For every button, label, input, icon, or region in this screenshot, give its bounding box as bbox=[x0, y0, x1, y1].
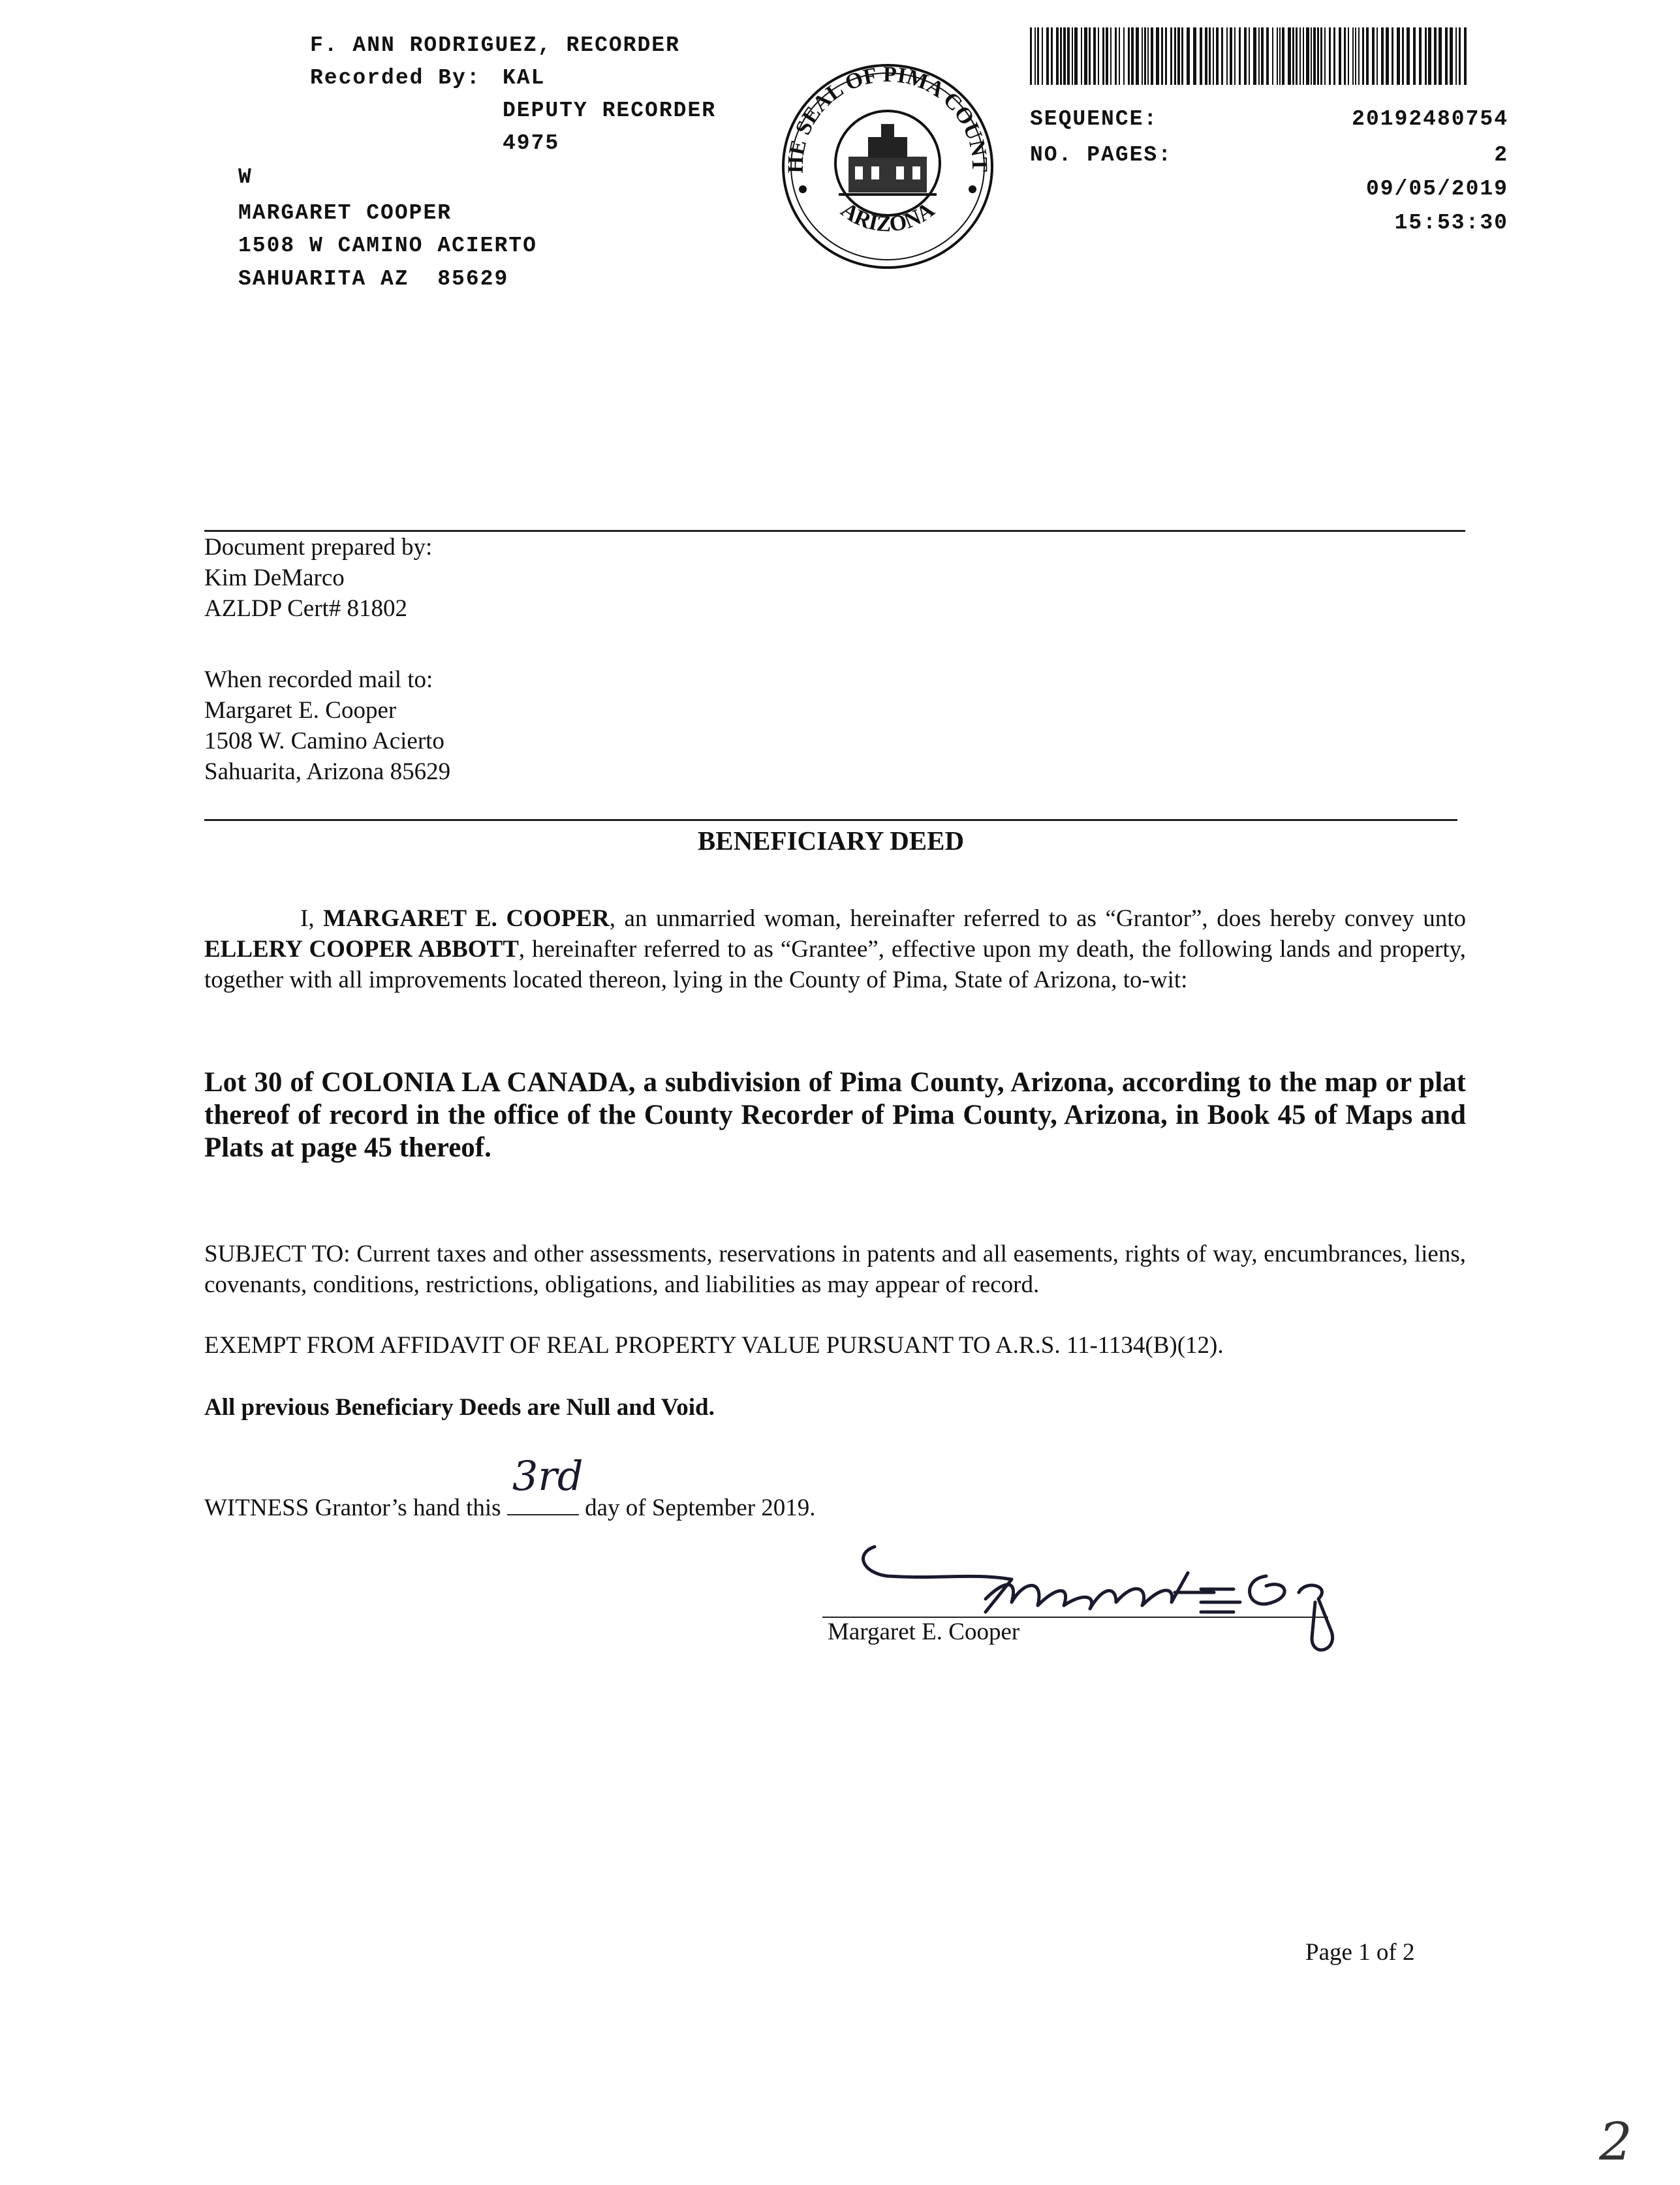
mail-to-name: Margaret E. Cooper bbox=[204, 697, 397, 724]
barcode-bar bbox=[1128, 27, 1130, 85]
sequence-value: 20192480754 bbox=[1352, 107, 1508, 131]
barcode-bar bbox=[1277, 27, 1278, 85]
barcode-bar bbox=[1084, 27, 1087, 85]
barcode-bar bbox=[1397, 27, 1400, 85]
barcode-bar bbox=[1279, 27, 1281, 85]
barcode-bar bbox=[1170, 27, 1172, 85]
seal-icon bbox=[777, 59, 999, 274]
barcode-bar bbox=[1459, 27, 1461, 85]
return-name: MARGARET COOPER bbox=[238, 201, 452, 225]
signer-name: Margaret E. Cooper bbox=[828, 1619, 1020, 1645]
barcode-bar bbox=[1344, 27, 1346, 85]
barcode-bar bbox=[1266, 27, 1269, 85]
barcode-bar bbox=[1156, 27, 1159, 85]
barcode-bar bbox=[1253, 27, 1256, 85]
barcode-bar bbox=[1355, 27, 1356, 85]
barcode-bar bbox=[1299, 27, 1301, 85]
barcode-bar bbox=[1455, 27, 1457, 85]
barcode-bar bbox=[1067, 27, 1070, 85]
title-divider bbox=[204, 819, 1457, 821]
recording-date: 09/05/2019 bbox=[1365, 177, 1508, 201]
mail-to-city: Sahuarita, Arizona 85629 bbox=[204, 758, 451, 785]
barcode-bar bbox=[1339, 27, 1341, 85]
barcode-bar bbox=[1193, 27, 1196, 85]
barcode-bar bbox=[1226, 27, 1228, 85]
deed-title: BENEFICIARY DEED bbox=[697, 826, 965, 856]
barcode-bar bbox=[1372, 27, 1375, 85]
barcode-bar bbox=[1046, 27, 1049, 85]
barcode-bar bbox=[1425, 27, 1427, 85]
barcode-bar bbox=[1450, 27, 1453, 85]
barcode-bar bbox=[1239, 27, 1241, 85]
barcode-bar bbox=[1072, 27, 1073, 85]
barcode-bar bbox=[1333, 27, 1335, 85]
barcode-bar bbox=[1221, 27, 1223, 85]
legal-description: Lot 30 of COLONIA LA CANADA, a subdivision of Pima County, Arizona, according to the map or plat thereof of record in the office of the County Recorder of Pima County, Arizona, in Book 45 of Maps and Plats at page 45 thereof. bbox=[204, 1067, 1466, 1163]
barcode-bar bbox=[1037, 27, 1039, 85]
deputy-recorder-title: DEPUTY RECORDER bbox=[503, 99, 717, 123]
mail-to-block bbox=[204, 664, 450, 787]
barcode-bar bbox=[1216, 27, 1219, 85]
barcode-bar bbox=[1329, 27, 1331, 85]
barcode-bar bbox=[1213, 27, 1214, 85]
barcode-bar bbox=[1042, 27, 1043, 85]
recorded-by-value: KAL bbox=[503, 66, 546, 90]
barcode-bar bbox=[1098, 27, 1099, 85]
barcode-bar bbox=[1177, 27, 1180, 85]
barcode-bar bbox=[1386, 27, 1389, 85]
barcode-bar bbox=[1249, 27, 1250, 85]
return-city: SAHUARITA AZ 85629 bbox=[238, 267, 509, 291]
barcode-bar bbox=[1115, 27, 1117, 85]
barcode-bar bbox=[1123, 27, 1125, 85]
barcode-bar bbox=[1317, 27, 1319, 85]
barcode-bar bbox=[1296, 27, 1298, 85]
witness-line bbox=[204, 1452, 816, 1523]
witness-prefix: WITNESS Grantor’s hand this bbox=[204, 1495, 501, 1521]
barcode-bar bbox=[1311, 27, 1312, 85]
witness-suffix: day of September 2019. bbox=[585, 1495, 816, 1521]
pages-value: 2 bbox=[1494, 143, 1508, 167]
recording-time: 15:53:30 bbox=[1394, 211, 1508, 235]
barcode-bar bbox=[1056, 27, 1059, 85]
barcode-bar bbox=[1413, 27, 1416, 85]
barcode-bar bbox=[1306, 27, 1309, 85]
barcode-bar bbox=[1358, 27, 1360, 85]
mail-to-label: When recorded mail to: bbox=[204, 666, 433, 693]
barcode-bar bbox=[1366, 27, 1369, 85]
barcode-bar bbox=[1119, 27, 1120, 85]
barcode-bar bbox=[1348, 27, 1349, 85]
barcode-bar bbox=[1439, 27, 1442, 85]
barcode-bar bbox=[1161, 27, 1163, 85]
p1-end: , hereinafter referred to as “Grantee”, effective upon my death, the following lands and property, together with all improvements located thereon, lying in the County of Pima, State of Arizona, to-wit: bbox=[204, 936, 1466, 993]
barcode-bar bbox=[1445, 27, 1448, 85]
barcode-bar bbox=[1181, 27, 1183, 85]
preparer-cert: AZLDP Cert# 81802 bbox=[204, 595, 408, 622]
barcode-bar bbox=[1258, 27, 1260, 85]
barcode-bar bbox=[1063, 27, 1066, 85]
barcode-bar bbox=[1034, 27, 1036, 85]
null-void-statement: All previous Beneficiary Deeds are Null and Void. bbox=[204, 1394, 715, 1421]
conveyance-paragraph bbox=[204, 903, 1466, 995]
barcode-bar bbox=[1187, 27, 1190, 85]
witness-day-handwritten: 3rd bbox=[512, 1452, 583, 1500]
barcode-bar bbox=[1093, 27, 1096, 85]
mail-to-street: 1508 W. Camino Acierto bbox=[204, 728, 444, 754]
sequence-label: SEQUENCE: bbox=[1030, 107, 1159, 131]
barcode-bar bbox=[1205, 27, 1207, 85]
barcode-bar bbox=[1131, 27, 1134, 85]
barcode-icon bbox=[1030, 27, 1467, 85]
barcode-bar bbox=[1110, 27, 1112, 85]
prepared-by-label: Document prepared by: bbox=[204, 534, 433, 561]
seal-top-text: HE SEAL OF PIMA COUNT bbox=[783, 62, 992, 174]
barcode-bar bbox=[1434, 27, 1437, 85]
recording-code: W bbox=[238, 165, 253, 189]
barcode-bar bbox=[1106, 27, 1108, 85]
grantor-name: MARGARET E. COOPER bbox=[323, 905, 610, 932]
barcode-bar bbox=[1174, 27, 1176, 85]
barcode-bar bbox=[1142, 27, 1143, 85]
barcode-bar bbox=[1147, 27, 1149, 85]
barcode-bar bbox=[1288, 27, 1291, 85]
barcode-bar bbox=[1313, 27, 1316, 85]
barcode-bar bbox=[1324, 27, 1326, 85]
barcode-bar bbox=[1030, 27, 1032, 85]
barcode-bar bbox=[1419, 27, 1422, 85]
barcode-bar bbox=[1381, 27, 1384, 85]
barcode-bar bbox=[1282, 27, 1284, 85]
barcode-bar bbox=[1402, 27, 1404, 85]
barcode-bar bbox=[1464, 27, 1467, 85]
barcode-bar bbox=[1060, 27, 1062, 85]
barcode-bar bbox=[1428, 27, 1431, 85]
preparer-name: Kim DeMarco bbox=[204, 565, 345, 591]
document-barcode bbox=[1030, 27, 1467, 85]
barcode-bar bbox=[1074, 27, 1078, 85]
witness-day-blank bbox=[507, 1452, 583, 1515]
return-street: 1508 W CAMINO ACIERTO bbox=[238, 234, 537, 258]
p1-middle: , an unmarried woman, hereinafter referred to as “Grantor”, does hereby convey unto bbox=[609, 905, 1467, 932]
barcode-bar bbox=[1392, 27, 1393, 85]
seal-bottom-text: ARIZONA bbox=[836, 198, 939, 237]
recorder-name: F. ANN RODRIGUEZ, RECORDER bbox=[310, 33, 680, 57]
barcode-bar bbox=[1051, 27, 1053, 85]
barcode-bar bbox=[1081, 27, 1082, 85]
recorder-number: 4975 bbox=[503, 131, 560, 155]
exempt-statement: EXEMPT FROM AFFIDAVIT OF REAL PROPERTY VALUE PURSUANT TO A.R.S. 11-1134(B)(12). bbox=[204, 1332, 1224, 1359]
page-number: Page 1 of 2 bbox=[1305, 1939, 1415, 1966]
barcode-bar bbox=[1102, 27, 1104, 85]
recorded-by-label: Recorded By: bbox=[310, 66, 481, 90]
barcode-bar bbox=[1320, 27, 1322, 85]
barcode-bar bbox=[1244, 27, 1247, 85]
barcode-bar bbox=[1165, 27, 1167, 85]
barcode-bar bbox=[1144, 27, 1146, 85]
subject-to-paragraph: SUBJECT TO: Current taxes and other assessments, reservations in patents and all easements, rights of way, encumbrances, liens, covenants, conditions, restrictions, obligations, and liabilities as may appear of record. bbox=[204, 1241, 1466, 1298]
barcode-bar bbox=[1352, 27, 1354, 85]
p1-intro: I, bbox=[300, 905, 324, 932]
grantee-name: ELLERY COOPER ABBOTT bbox=[204, 936, 519, 963]
barcode-bar bbox=[1089, 27, 1091, 85]
county-seal bbox=[777, 59, 999, 274]
barcode-bar bbox=[1136, 27, 1139, 85]
prepared-by-block bbox=[204, 532, 432, 624]
barcode-bar bbox=[1261, 27, 1264, 85]
barcode-bar bbox=[1377, 27, 1378, 85]
barcode-bar bbox=[1209, 27, 1211, 85]
barcode-bar bbox=[1303, 27, 1304, 85]
pages-label: NO. PAGES: bbox=[1030, 143, 1173, 167]
barcode-bar bbox=[1230, 27, 1232, 85]
barcode-bar bbox=[1292, 27, 1294, 85]
barcode-bar bbox=[1272, 27, 1273, 85]
barcode-bar bbox=[1407, 27, 1410, 85]
barcode-bar bbox=[1200, 27, 1202, 85]
barcode-bar bbox=[1362, 27, 1364, 85]
handwritten-page-number: 2 bbox=[1599, 2111, 1632, 2172]
barcode-bar bbox=[1151, 27, 1153, 85]
barcode-bar bbox=[1234, 27, 1236, 85]
